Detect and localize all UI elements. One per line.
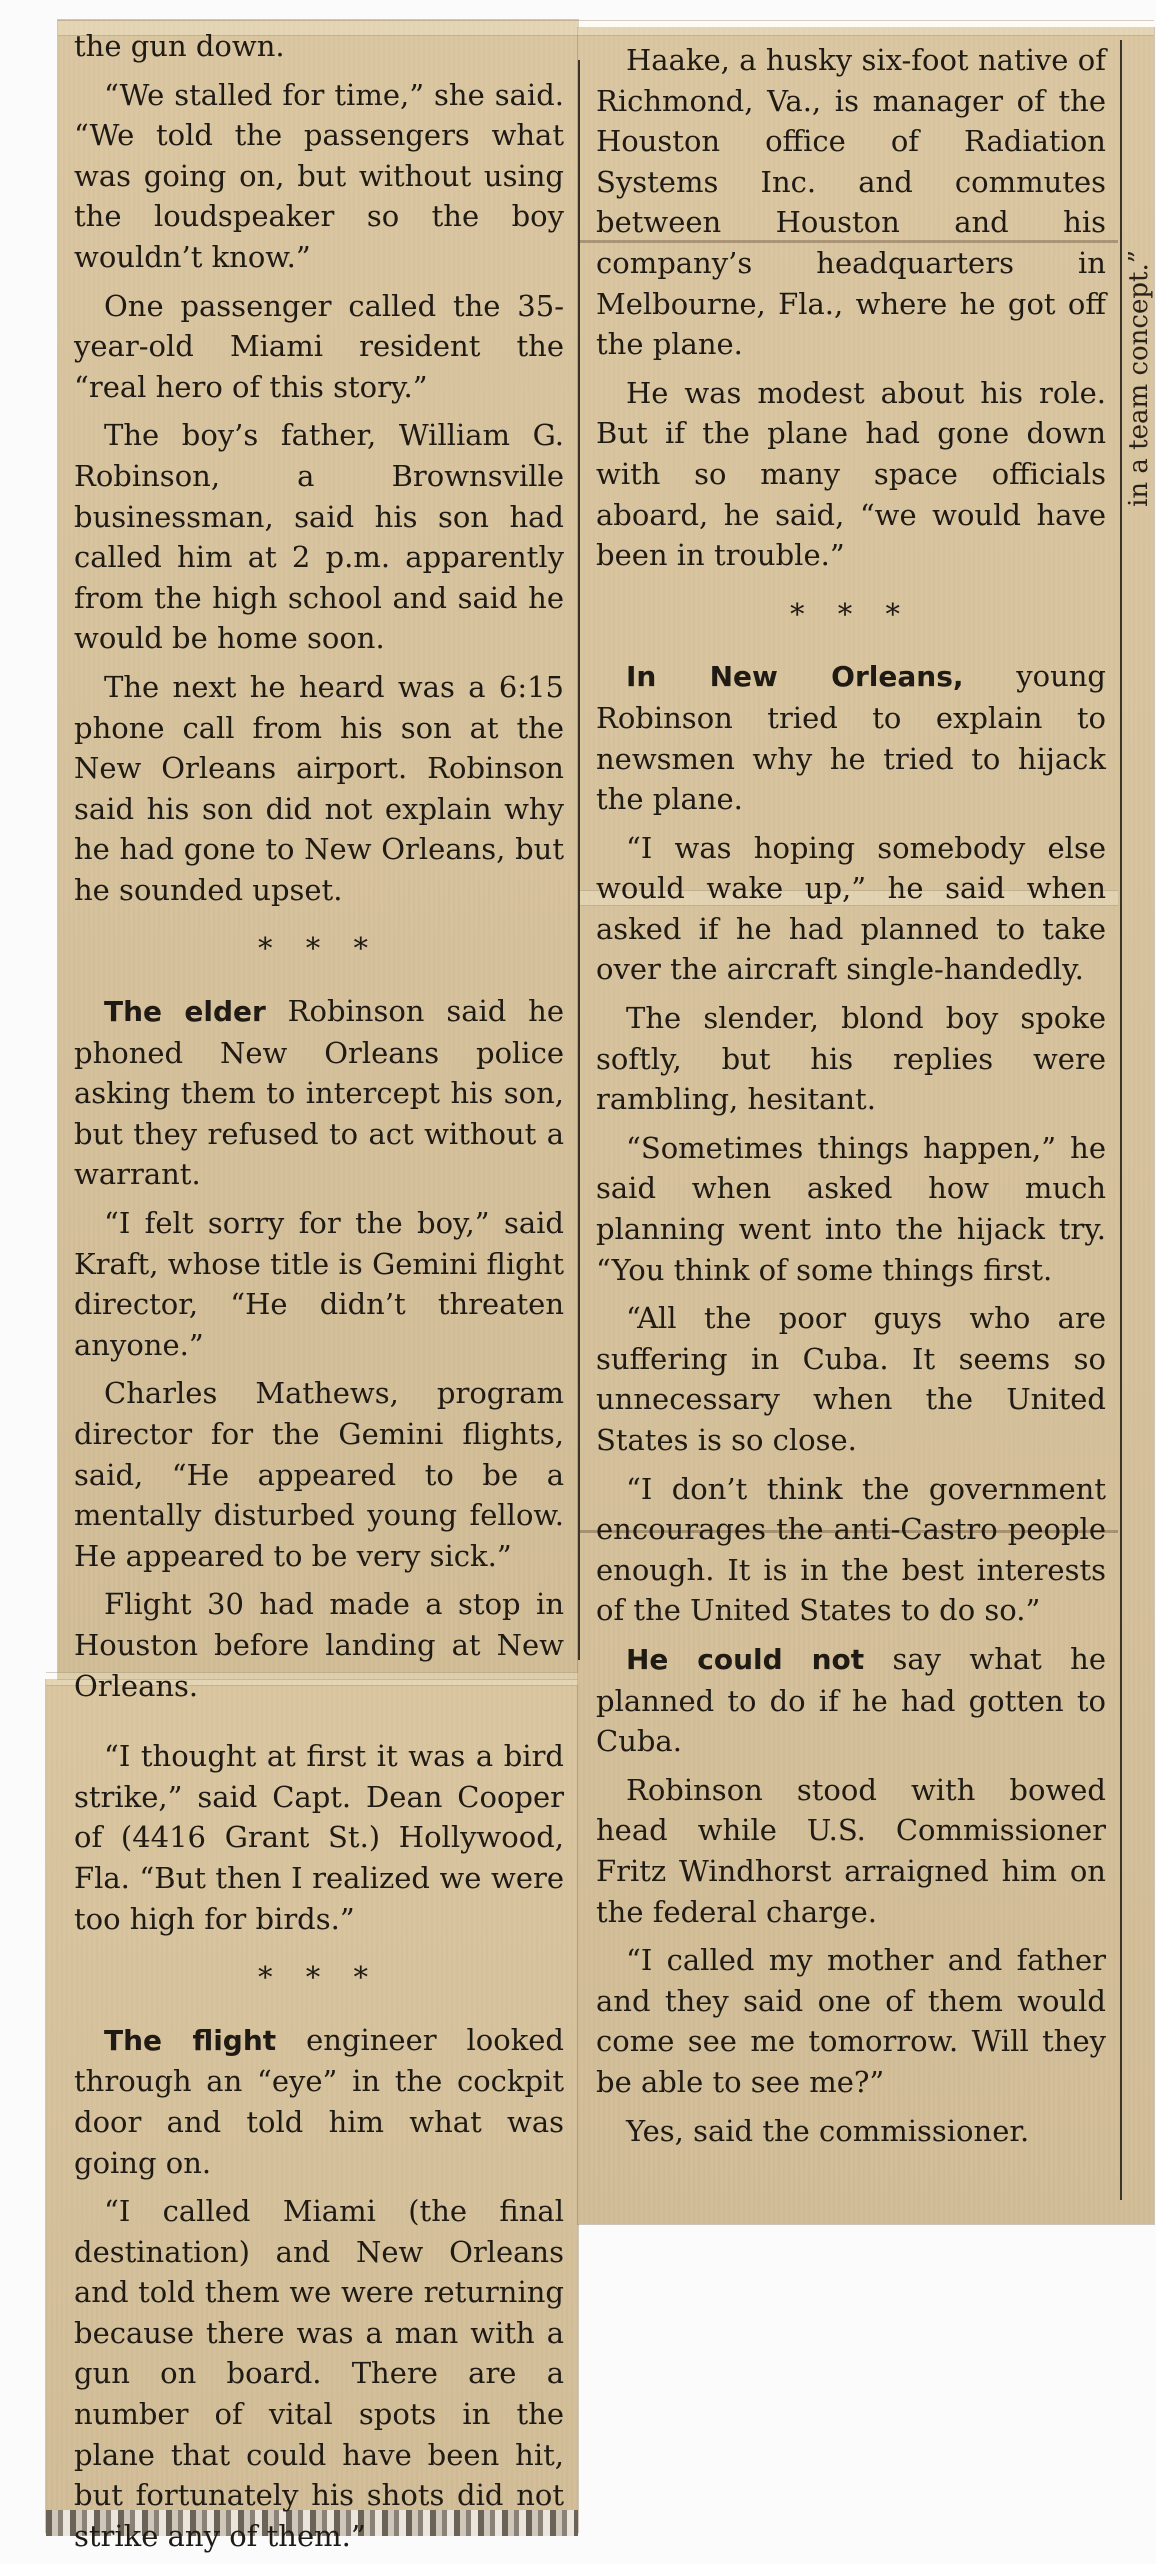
paragraph: “I was hoping somebody else would wake up,” he said when asked if he had planned to take over the aircraft single-handedly. — [596, 830, 1106, 987]
paragraph-text: young Robinson tried to explain to newsmen why he tried to hijack the plane. — [596, 659, 1106, 817]
margin-note: in a team concept.” — [1124, 250, 1154, 507]
paragraph: Flight 30 had made a stop in Houston before landing at New Orleans. — [74, 1587, 564, 1703]
paragraph-text: engineer looked through an “eye” in the cockpit door and told him what was going on. — [74, 2022, 564, 2180]
paragraph: “I called my mother and father and they said one of them would come see me tomorrow. Will they be able to see me?” — [596, 1943, 1106, 2099]
section-separator: * * * — [258, 1960, 380, 1995]
paragraph: “I don’t think the government encourages the anti-Castro people enough. It is in the best interests of the United States to do so.” — [596, 1471, 1106, 1628]
paragraph — [74, 991, 564, 1195]
paragraph: Yes, said the commissioner. — [626, 2113, 1030, 2148]
paragraph: One passenger called the 35-year-old Miami resident the “real hero of this story.” — [74, 288, 564, 404]
paragraph: “All the poor guys who are suffering in Cuba. It seems so unnecessary when the United States is so close. — [596, 1301, 1106, 1457]
article-right-column — [596, 40, 1106, 2159]
paragraph: The boy’s father, William G. Robinson, a Brownsville businessman, said his son had called him at 2 p.m. apparently from the high school and said he would be home soon. — [74, 418, 564, 656]
paragraph: “We stalled for time,” she said. “We told the passengers what was going on, but without using the loudspeaker so the boy wouldn’t know.” — [74, 77, 564, 274]
column-rule-right-edge — [1120, 40, 1122, 2200]
paragraph: “Sometimes things happen,” he said when asked how much planning went into the hijack try. “You think of some things first. — [596, 1130, 1106, 1287]
lead-in: He could not — [626, 1642, 865, 1676]
lead-in: The flight — [104, 2023, 277, 2057]
paragraph: “I felt sorry for the boy,” said Kraft, whose title is Gemini flight director, “He didn’t threaten anyone.” — [74, 1206, 564, 1362]
paragraph: the gun down. — [74, 29, 285, 63]
paragraph-text: Robinson said he phoned New Orleans police asking them to intercept his son, but they refused to act without a warrant. — [74, 994, 565, 1192]
article-left-column — [74, 26, 564, 2564]
lead-in: In New Orleans, — [626, 660, 964, 694]
paragraph: Haake, a husky six-foot native of Richmond, Va., is manager of the Houston office of Radiation Systems Inc. and commutes between Houston and his company’s headquarters in Melbourne, Fla., where he got off the plane. — [596, 43, 1106, 362]
paragraph — [596, 1639, 1106, 1762]
section-separator: * * * — [258, 931, 380, 966]
paragraph — [74, 2020, 564, 2183]
paragraph: Robinson stood with bowed head while U.S. Commissioner Fritz Windhorst arraigned him on the federal charge. — [596, 1772, 1106, 1929]
column-rule — [578, 60, 580, 1660]
section-separator: * * * — [790, 596, 912, 631]
lead-in: The elder — [104, 995, 266, 1029]
paragraph: Charles Mathews, program director for the Gemini flights, said, “He appeared to be a mentally disturbed young fellow. He appeared to be very sick.” — [74, 1376, 564, 1573]
paragraph-text: say what he planned to do if he had gotten to Cuba. — [596, 1641, 1106, 1759]
paragraph: “I called Miami (the final destination) and New Orleans and told them we were returning because there was a man with a gun on board. There are a number of vital spots in the plane that could have been hit, but fortunately his shots did not strike any of them.” — [74, 2194, 564, 2553]
paragraph: The slender, blond boy spoke softly, but his replies were rambling, hesitant. — [596, 1001, 1106, 1117]
paragraph: “I thought at first it was a bird strike,” said Capt. Dean Cooper of (4416 Grant St.) Hollywood, Fla. “But then I realized we were too high for birds.” — [74, 1739, 564, 1936]
paragraph: The next he heard was a 6:15 phone call from his son at the New Orleans airport. Robinson said his son did not explain why he had gone to New Orleans, but he sounded upset. — [74, 669, 564, 907]
paragraph — [596, 656, 1106, 819]
paragraph: He was modest about his role. But if the plane had gone down with so many space officials aboard, he said, “we would have been in trouble.” — [596, 375, 1106, 573]
